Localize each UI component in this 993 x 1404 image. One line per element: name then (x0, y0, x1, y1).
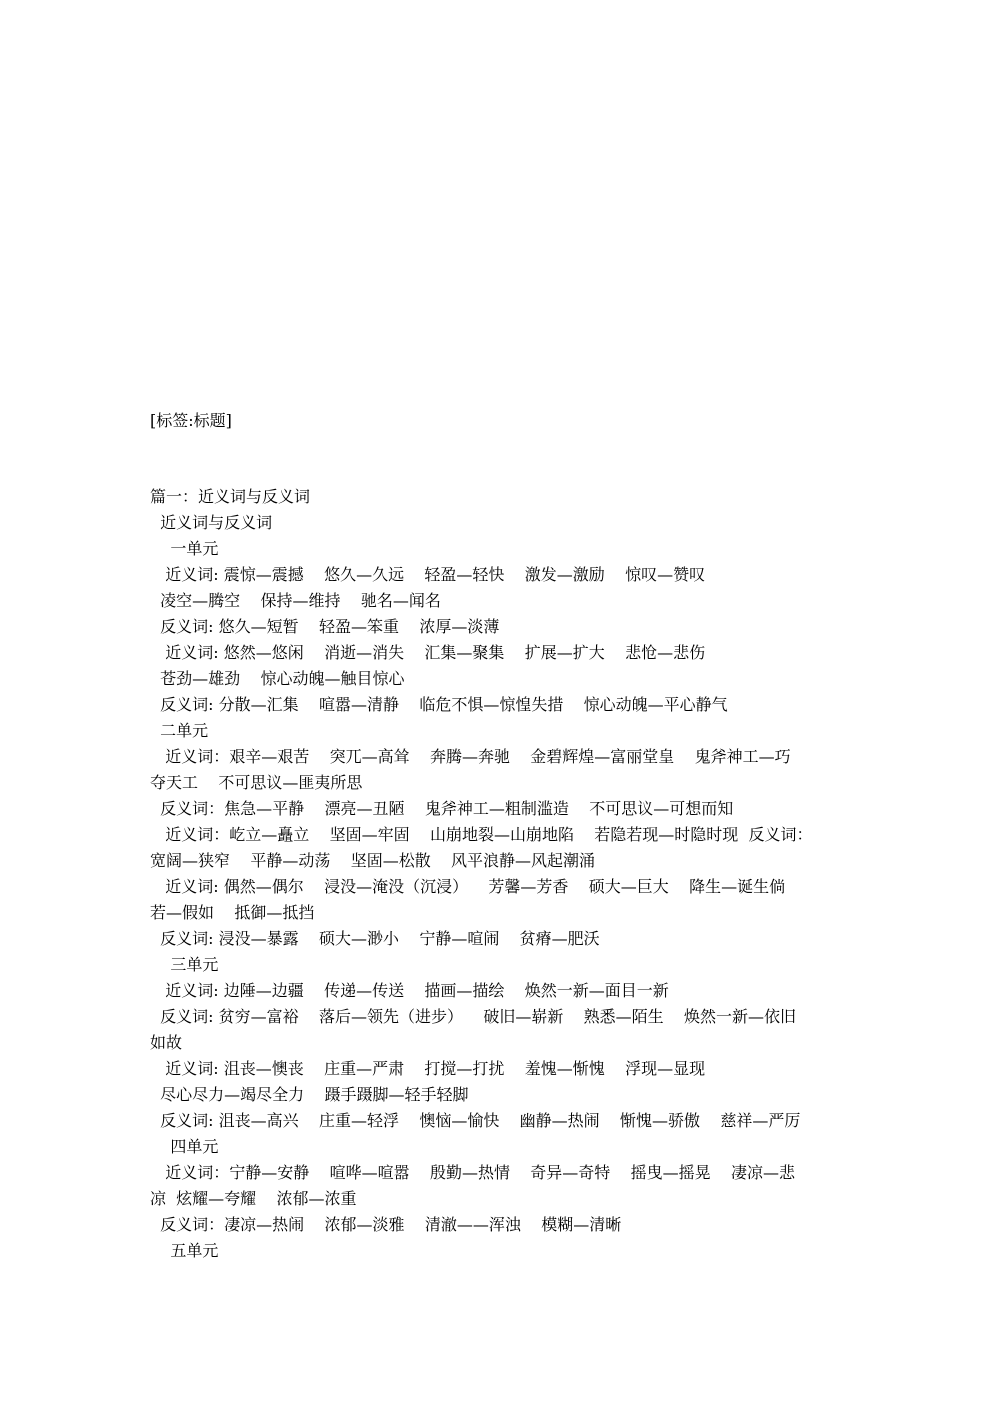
article-heading: 篇一：近义词与反义词 (150, 487, 311, 506)
text-line: 尽心尽力—竭尽全力 蹑手蹑脚—轻手轻脚 (150, 1085, 469, 1104)
text-line: 若—假如 抵御—抵挡 (150, 903, 315, 922)
text-line: 反义词：凄凉—热闹 浓郁—淡雅 清澈——浑浊 模糊—清晰 (150, 1215, 622, 1234)
text-line: 近义词: 悠然—悠闲 消逝—消失 汇集—聚集 扩展—扩大 悲怆—悲伤 (150, 643, 706, 662)
text-line: 反义词: 悠久—短暂 轻盈—笨重 浓厚—淡薄 (150, 617, 500, 636)
text-line: 凉 炫耀—夸耀 浓郁—浓重 (150, 1189, 357, 1208)
text-line: 宽阔—狭窄 平静—动荡 坚固—松散 风平浪静—风起潮涌 (150, 851, 596, 870)
text-line: 反义词：焦急—平静 漂亮—丑陋 鬼斧神工—粗制滥造 不可思议—可想而知 (150, 799, 734, 818)
text-line: 反义词: 贫穷—富裕 落后—领先（进步） 破旧—崭新 熟悉—陌生 焕然一新—依旧 (150, 1007, 797, 1026)
section-title: 近义词与反义词 (150, 513, 273, 532)
text-line: 近义词: 震惊—震撼 悠久—久远 轻盈—轻快 激发—激励 惊叹—赞叹 (150, 565, 706, 584)
text-line: 近义词：宁静—安静 喧哗—喧嚣 殷勤—热情 奇异—奇特 摇曳—摇晃 凄凉—悲 (150, 1163, 795, 1182)
text-line: 凌空—腾空 保持—维持 驰名—闻名 (150, 591, 441, 610)
text-line: 近义词：屹立—矗立 坚固—牢固 山崩地裂—山崩地陷 若隐若现—时隐时现 反义词： (150, 825, 813, 844)
unit-heading: 三单元 (150, 955, 219, 974)
text-line: 如故 (150, 1033, 183, 1052)
text-line: 近义词：艰辛—艰苦 突兀—高耸 奔腾—奔驰 金碧辉煌—富丽堂皇 鬼斧神工—巧 (150, 747, 791, 766)
text-line: 反义词: 分散—汇集 喧嚣—清静 临危不惧—惊惶失措 惊心动魄—平心静气 (150, 695, 728, 714)
text-line: 反义词: 沮丧—高兴 庄重—轻浮 懊恼—愉快 幽静—热闹 惭愧—骄傲 慈祥—严厉 (150, 1111, 801, 1130)
unit-heading: 五单元 (150, 1241, 219, 1260)
text-line: 反义词: 浸没—暴露 硕大—渺小 宁静—喧闹 贫瘠—肥沃 (150, 929, 600, 948)
unit-heading: 四单元 (150, 1137, 219, 1156)
tag-title-placeholder: [标签:标题] (150, 411, 232, 430)
text-line: 夺天工 不可思议—匪夷所思 (150, 773, 363, 792)
text-line: 近义词: 沮丧—懊丧 庄重—严肃 打搅—打扰 羞愧—惭愧 浮现—显现 (150, 1059, 706, 1078)
text-line: 近义词: 边陲—边疆 传递—传送 描画—描绘 焕然一新—面目一新 (150, 981, 669, 1000)
unit-heading: 一单元 (150, 539, 219, 558)
text-line: 近义词: 偶然—偶尔 浸没—淹没（沉浸） 芳馨—芳香 硕大—巨大 降生—诞生倘 (150, 877, 786, 896)
text-line: 苍劲—雄劲 惊心动魄—触目惊心 (150, 669, 405, 688)
document-body (150, 484, 850, 1264)
unit-heading: 二单元 (150, 721, 209, 740)
